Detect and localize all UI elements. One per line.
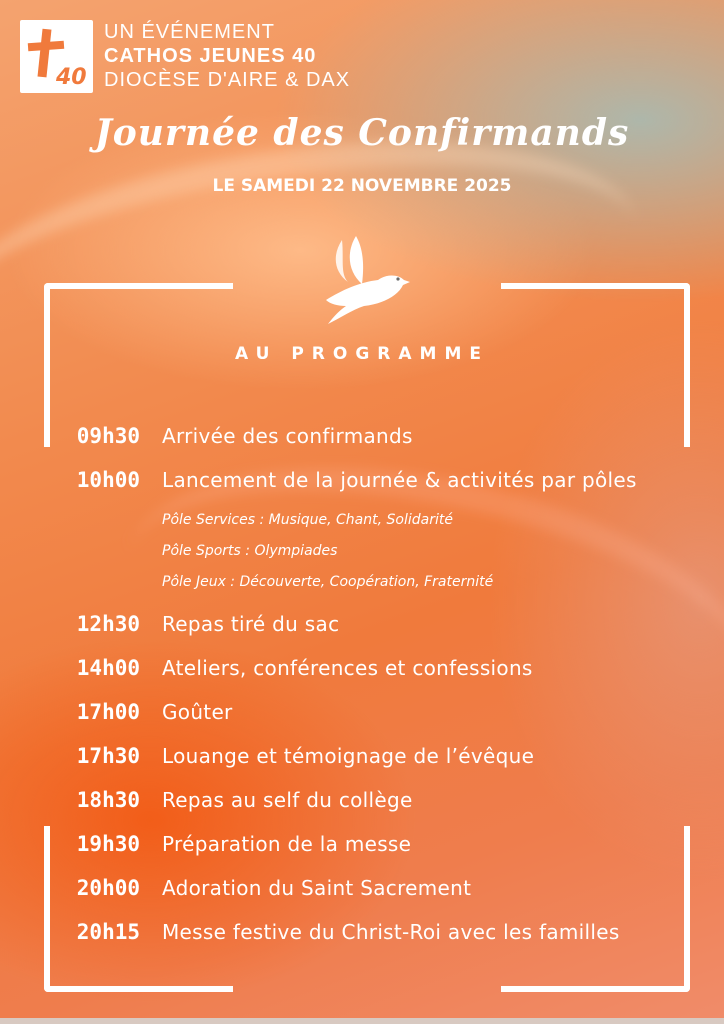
- schedule-time: 09h30: [76, 424, 140, 448]
- logo: [20, 20, 93, 93]
- svg-text:40: 40: [56, 65, 87, 90]
- schedule-row: [0, 782, 724, 818]
- schedule-row: [0, 650, 724, 686]
- event-title: Journée des Confirmands: [94, 112, 630, 154]
- organizer-line-1: UN ÉVÉNEMENT: [104, 21, 275, 43]
- schedule-row: [0, 738, 724, 774]
- schedule-row: [0, 826, 724, 862]
- schedule-time: 10h00: [76, 468, 140, 492]
- schedule-activity: Louange et témoignage de l’évêque: [162, 744, 535, 768]
- schedule-time: 18h30: [76, 788, 140, 812]
- schedule-row: [0, 462, 724, 498]
- organizer-line-2: CATHOS JEUNES 40: [104, 45, 317, 67]
- schedule-activity: Préparation de la messe: [162, 832, 412, 856]
- logo-cross-40-icon: [20, 20, 93, 93]
- schedule-activity: Arrivée des confirmands: [162, 424, 413, 448]
- pole-item: Pôle Services : Musique, Chant, Solidarité: [162, 512, 453, 528]
- schedule-row: [0, 914, 724, 950]
- organizer-line-3: DIOCÈSE D'AIRE & DAX: [104, 69, 351, 91]
- schedule-time: 17h00: [76, 700, 140, 724]
- schedule-time: 19h30: [76, 832, 140, 856]
- schedule-activity: Ateliers, conférences et confessions: [162, 656, 533, 680]
- organizer-block: [104, 20, 350, 92]
- dove-icon: [312, 230, 412, 330]
- schedule-row: [0, 870, 724, 906]
- pole-item: Pôle Jeux : Découverte, Coopération, Fraternité: [162, 574, 494, 590]
- event-date: LE SAMEDI 22 NOVEMBRE 2025: [212, 176, 512, 196]
- program-heading: AU PROGRAMME: [234, 344, 489, 364]
- schedule-activity: Messe festive du Christ-Roi avec les familles: [162, 920, 620, 944]
- schedule-row: [0, 606, 724, 642]
- schedule-row: [0, 418, 724, 454]
- schedule-time: 12h30: [76, 612, 140, 636]
- pole-item: Pôle Sports : Olympiades: [162, 543, 338, 559]
- schedule-time: 17h30: [76, 744, 140, 768]
- schedule-time: 20h00: [76, 876, 140, 900]
- schedule-time: 20h15: [76, 920, 140, 944]
- schedule-activity: Goûter: [162, 700, 233, 724]
- bottom-strip: [0, 1018, 724, 1024]
- schedule-activity: Lancement de la journée & activités par pôles: [162, 468, 637, 492]
- schedule-activity: Adoration du Saint Sacrement: [162, 876, 472, 900]
- schedule-time: 14h00: [76, 656, 140, 680]
- schedule-activity: Repas au self du collège: [162, 788, 413, 812]
- schedule-activity: Repas tiré du sac: [162, 612, 340, 636]
- schedule-row: [0, 694, 724, 730]
